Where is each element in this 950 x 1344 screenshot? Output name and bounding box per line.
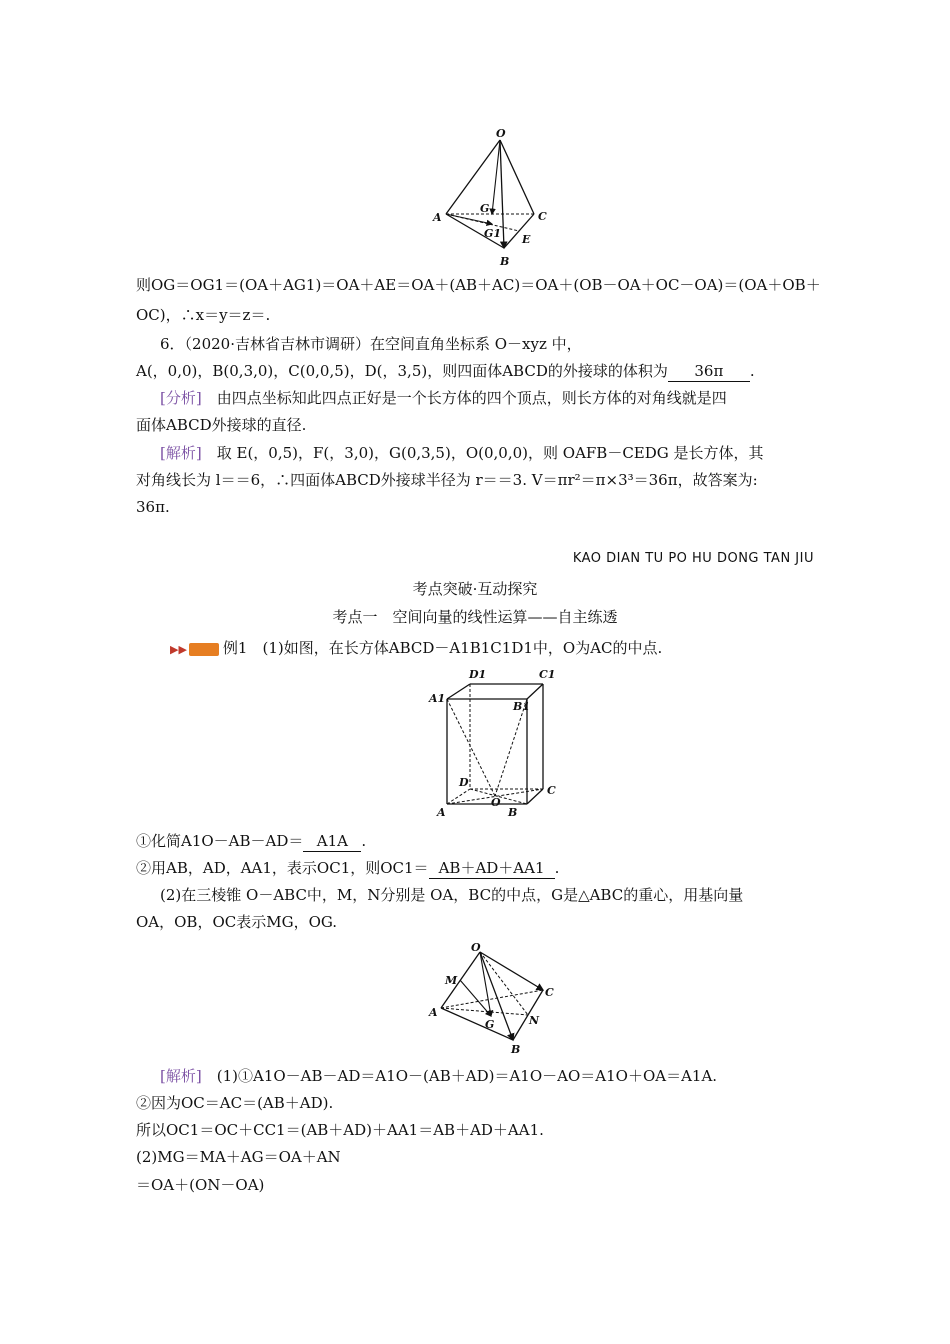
fig1-label-G: G <box>480 202 490 215</box>
fig3-label-M: M <box>445 974 458 987</box>
section-title: 考点突破·互动探究 <box>412 580 538 598</box>
tetrahedron-figure-2 <box>425 940 565 1060</box>
text-line-2: OC)，∴x＝y＝z＝. <box>136 306 271 324</box>
fig3-label-B: B <box>511 1043 521 1056</box>
q6-answer: 36π <box>668 361 750 382</box>
q1-text: ①化简A1O－AB－AD＝ <box>136 832 304 850</box>
sol2-tag: [解析] <box>160 1067 202 1085</box>
sol2-line-4: (2)MG＝MA＋AG＝OA＋AN <box>136 1148 341 1166</box>
analysis-line-1 <box>160 388 727 408</box>
fig2-label-O: O <box>491 796 501 809</box>
fig2-label-B1: B1 <box>513 700 530 713</box>
sol2-line-2: ②因为OC＝AC＝(AB＋AD). <box>136 1094 334 1112</box>
q2-answer: AB＋AD＋AA1 <box>429 858 555 879</box>
q2-text: ②用AB，AD，AA1，表示OC1，则OC1＝ <box>136 859 429 877</box>
q1-line <box>136 831 366 852</box>
q6-period: . <box>749 362 755 380</box>
q6-line-2 <box>136 361 755 382</box>
solution-line-2: 对角线长为 l＝＝6，∴四面体ABCD外接球半径为 r＝＝3. V＝πr²＝π×3³＝36π，故答案为: <box>136 471 758 489</box>
fig1-label-A: A <box>433 211 442 224</box>
fig3-label-G: G <box>485 1018 495 1031</box>
fig3-label-C: C <box>545 986 554 999</box>
example-text: (1)如图，在长方体ABCD－A1B1C1D1中，O为AC的中点. <box>262 639 663 657</box>
fig3-label-N: N <box>529 1014 540 1027</box>
fig1-label-B: B <box>500 255 510 268</box>
part2-line-1: (2)在三棱锥 O－ABC中，M，N分别是 OA，BC的中点，G是△ABC的重心，用基向量 <box>160 886 744 904</box>
example-1-line <box>170 638 662 660</box>
double-arrow-icon: ▶▶ <box>170 643 187 656</box>
fig1-label-E: E <box>522 233 531 246</box>
fig2-label-A1: A1 <box>429 692 446 705</box>
fig1-label-O: O <box>496 127 506 140</box>
tetrahedron-figure-1 <box>428 126 558 270</box>
q2-line <box>136 858 559 879</box>
q1-answer: A1A <box>303 831 361 852</box>
analysis-line-2: 面体ABCD外接球的直径. <box>136 416 307 434</box>
fig2-label-D1: D1 <box>469 668 487 681</box>
solution-line-3: 36π. <box>136 498 170 516</box>
fig2-label-A: A <box>437 806 446 819</box>
fig3-label-A: A <box>429 1006 438 1019</box>
example-badge <box>189 643 219 656</box>
fig2-label-C: C <box>547 784 556 797</box>
analysis-tag: [分析] <box>160 389 202 407</box>
box-figure <box>425 664 565 824</box>
fig2-label-B: B <box>508 806 518 819</box>
q2-period: . <box>554 859 560 877</box>
analysis-text: 由四点坐标知此四点正好是一个长方体的四个顶点，则长方体的对角线就是四 <box>216 389 727 407</box>
sol2-line-5: ＝OA＋(ON－OA) <box>136 1176 265 1194</box>
sol2-line-1 <box>160 1066 717 1086</box>
topic-title: 考点一 空间向量的线性运算——自主练透 <box>332 608 618 626</box>
example-label: 例1 <box>222 639 248 657</box>
sol2-line-3: 所以OC1＝OC＋CC1＝(AB＋AD)＋AA1＝AB＋AD＋AA1. <box>136 1121 544 1139</box>
solution-tag: [解析] <box>160 444 202 462</box>
q6-line-1: 6．（2020·吉林省吉林市调研）在空间直角坐标系 O－xyz 中， <box>160 335 582 353</box>
q1-period: . <box>361 832 367 850</box>
fig1-label-G1: G1 <box>484 227 502 240</box>
q6-question-text: A(，0,0)，B(0,3,0)，C(0,0,5)，D(，3,5)，则四面体ABCD的外接球的体积为 <box>136 362 668 380</box>
pinyin-header: KAO DIAN TU PO HU DONG TAN JIU <box>572 551 814 566</box>
fig1-label-C: C <box>538 210 547 223</box>
fig2-label-D: D <box>459 776 469 789</box>
text-line-1: 则OG＝OG1＝(OA＋AG1)＝OA＋AE＝OA＋(AB＋AC)＝OA＋(OB－OA＋OC－OA)＝(OA＋OB＋ <box>136 276 821 294</box>
sol2-text: (1)①A1O－AB－AD＝A1O－(AB＋AD)＝A1O－AO＝A1O＋OA＝A1A. <box>216 1067 718 1085</box>
fig3-label-O: O <box>471 941 481 954</box>
fig2-label-C1: C1 <box>539 668 556 681</box>
solution-line-1 <box>160 443 764 463</box>
solution-text: 取 E(，0,5)，F(，3,0)，G(0,3,5)，O(0,0,0)，则 OAFB－CEDG 是长方体，其 <box>216 444 764 462</box>
part2-line-2: OA，OB，OC表示MG，OG. <box>136 913 338 931</box>
